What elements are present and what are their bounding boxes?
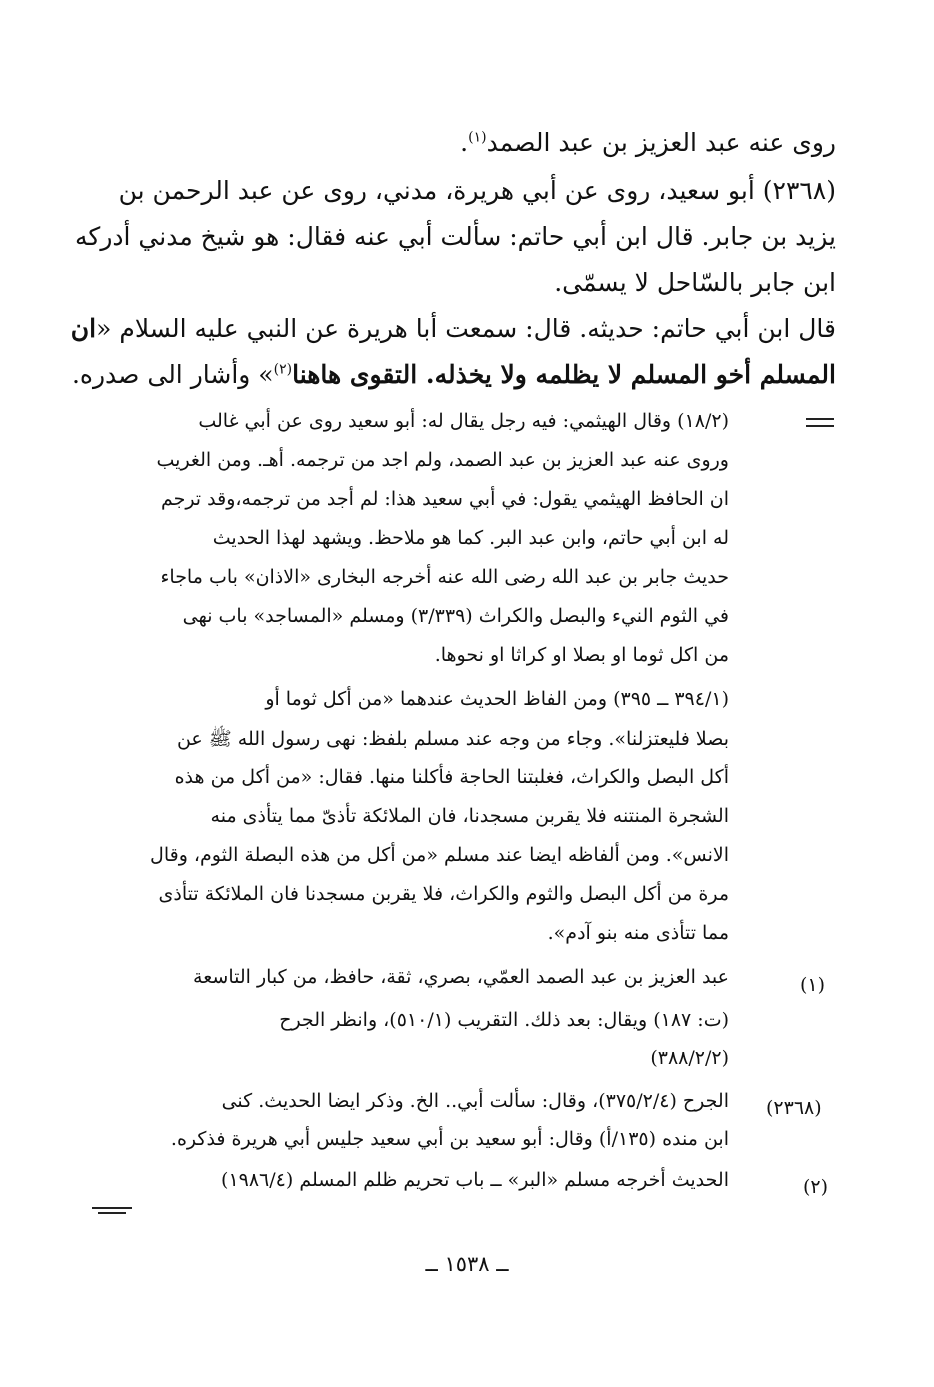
footnote-number: (١) <box>800 974 826 996</box>
main-line: روى عنه عبد العزيز بن عبد الصمد$^{(١)}$. <box>460 128 836 157</box>
footnote-line: الجرح (٣٧٥/٢/٤)، وقال: سألت أبي.. الخ. وذكر ايضا الحديث. كنى <box>221 1090 729 1112</box>
footnote-line: ابن منده (١٣٥/أ) وقال: أبو سعيد بن أبي سعيد جليس أبي هريرة فذكره. <box>170 1128 729 1150</box>
commentary-line: في الثوم النيء والبصل والكراث (٣/٣٣٩) ومسلم «المساجد» باب نهى <box>182 605 729 627</box>
end-underline <box>92 1207 132 1209</box>
page-number: ــ ١٥٣٨ ــ <box>425 1252 509 1276</box>
commentary-line: الشجرة المنتنه فلا يقربن مسجدنا، فان الملائكة تأذىّ مما يتأذى منه <box>210 805 729 827</box>
main-line: المسلم أخو المسلم لا يظلمه ولا يخذله. التقوى هاهنا$^{(٢)}$» وأشار الى صدره. <box>71 360 836 389</box>
commentary-line: له ابن أبي حاتم، وابن عبد البر. كما هو ملاحظ. ويشهد لهذا الحديث <box>212 527 729 549</box>
commentary-line: أكل البصل والكراث، فغلبتنا الحاجة فأكلنا منها. فقال: «من أكل من هذه <box>174 766 729 788</box>
footnote-line: عبد العزيز بن عبد الصمد العمّي، بصري، ثقة، حافظ، من كبار التاسعة <box>193 966 729 988</box>
footnote-number: (٢) <box>803 1176 829 1198</box>
commentary-line: ان الحافظ الهيثمي يقول: في أبي سعيد هذا: لم أجد من ترجمه،وقد ترجم <box>160 488 729 510</box>
footnote-number: (٢٣٦٨) <box>766 1097 822 1119</box>
main-line: ابن جابر بالسّاحل لا يسمّى. <box>554 268 836 297</box>
commentary-line: من اكل ثوما او بصلا او كراثا او نحوها. <box>434 644 729 666</box>
footnote-line: (٣٨٨/٢/٢) <box>650 1047 729 1069</box>
commentary-line: وروى عنه عبد العزيز بن عبد الصمد، ولم اجد من ترجمه. أهـ. ومن الغريب <box>156 449 729 471</box>
commentary-line: (٣٩٤/١ ــ ٣٩٥) ومن الفاظ الحديث عندهما «من أكل ثوما أو <box>265 688 729 710</box>
footnote-line: الحديث أخرجه مسلم «البر» ــ باب تحريم ظلم المسلم (١٩٨٦/٤) <box>221 1169 729 1191</box>
commentary-line: مرة من أكل البصل والثوم والكراث، فلا يقربن مسجدنا فان الملائكة تتأذى <box>158 883 729 905</box>
main-line: قال ابن أبي حاتم: حديثه. قال: سمعت أبا هريرة عن النبي عليه السلام «ان <box>70 314 836 343</box>
continuation-marker <box>806 418 834 432</box>
commentary-line: حديث جابر بن عبد الله رضى الله عنه أخرجه البخارى «الاذان» باب ماجاء <box>160 566 729 588</box>
main-line: يزيد بن جابر. قال ابن أبي حاتم: سألت أبي عنه فقال: هو شيخ مدني أدركه <box>75 222 836 251</box>
commentary-line: مما تتأذى منه بنو آدم». <box>547 922 729 944</box>
main-line: (٢٣٦٨) أبو سعيد، روى عن أبي هريرة، مدني، روى عن عبد الرحمن بن <box>118 176 836 205</box>
commentary-line: (١٨/٢) وقال الهيثمي: فيه رجل يقال له: أبو سعيد روى عن أبي غالب <box>198 410 729 432</box>
commentary-line: بصلا فليعتزلنا». وجاء من وجه عند مسلم بلفظ: نهى رسول الله ﷺ عن <box>176 728 729 750</box>
commentary-line: الانس». ومن ألفاظه ايضا عند مسلم «من أكل من هذه البصلة الثوم، وقال <box>150 844 729 866</box>
end-underline <box>98 1212 126 1214</box>
footnote-line: (ت: ١٨٧) ويقال: بعد ذلك. التقريب (٥١٠/١)، وانظر الجرح <box>279 1009 729 1031</box>
